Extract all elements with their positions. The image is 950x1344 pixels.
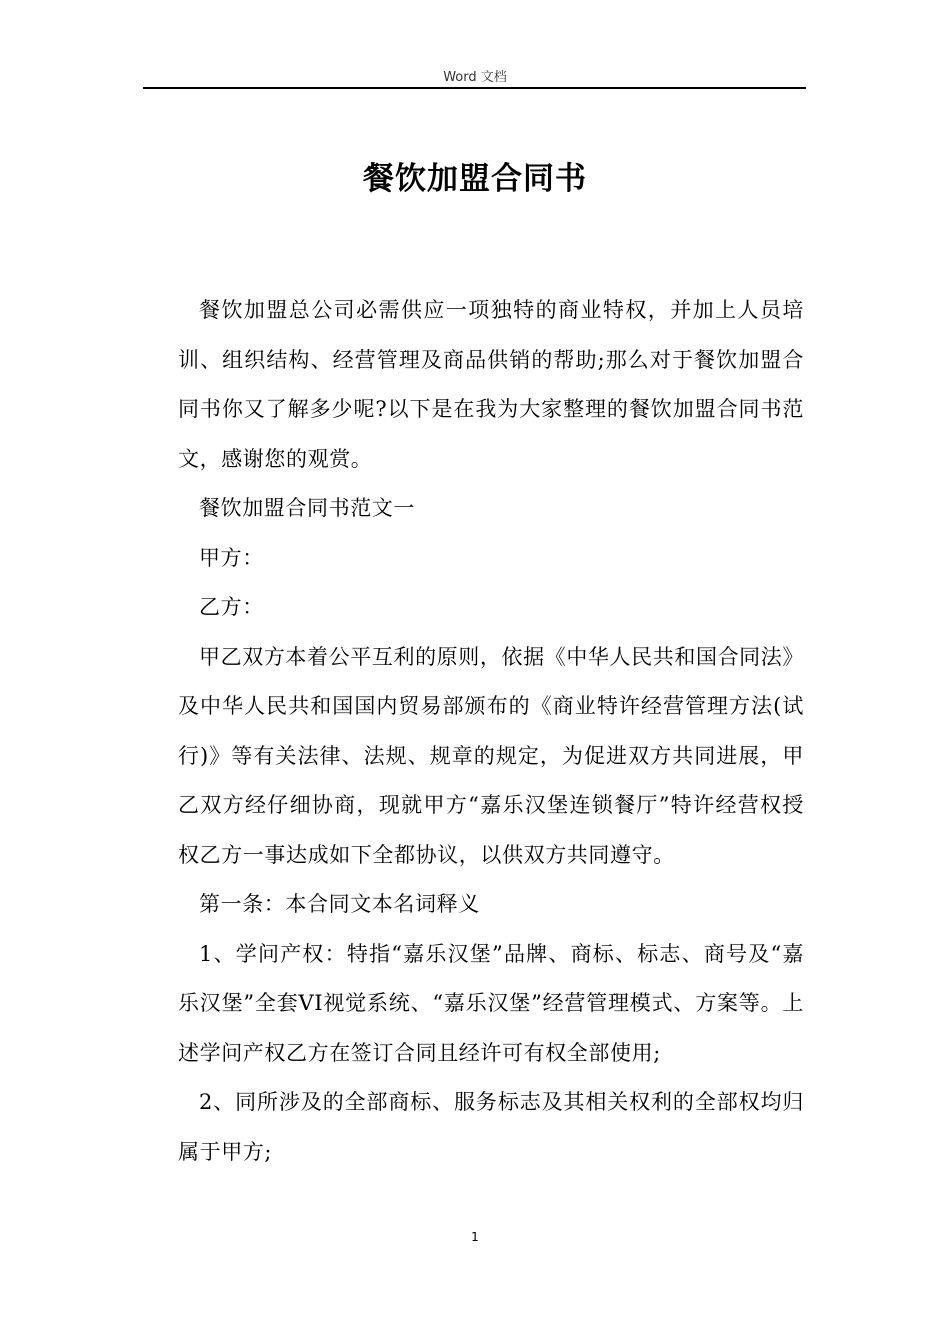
paragraph-preamble: 甲乙双方本着公平互利的原则，依据《中华人民共和国合同法》及中华人民共和国国内贸易部颁布的《商业特许经营管理方法(试行)》等有关法律、法规、规章的规定，为促进双方共同进展，甲乙双方经仔细协商，现就甲方“嘉乐汉堡连锁餐厅”特许经营权授权乙方一事达成如下全都协议，以供双方共同遵守。 <box>178 644 804 867</box>
paragraph-article-1-heading: 第一条：本合同文本名词释义 <box>199 892 480 916</box>
header-divider <box>143 87 806 89</box>
paragraph-sample-heading: 餐饮加盟合同书范文一 <box>199 496 415 520</box>
paragraph-clause-2: 2、同所涉及的全部商标、服务标志及其相关权利的全部权均归属于甲方; <box>178 1090 804 1164</box>
paragraph-party-b: 乙方： <box>199 595 264 619</box>
paragraph-intro: 餐饮加盟总公司必需供应一项独特的商业特权，并加上人员培训、组织结构、经营管理及商品供销的帮助;那么对于餐饮加盟合同书你又了解多少呢?以下是在我为大家整理的餐饮加盟合同书范文，感谢您的观赏。 <box>178 298 804 471</box>
paragraph-clause-1: 1、学问产权：特指“嘉乐汉堡”品牌、商标、标志、商号及“嘉乐汉堡”全套VI视觉系统、“嘉乐汉堡”经营管理模式、方案等。上述学问产权乙方在签订合同且经许可有权全部使用; <box>178 941 804 1065</box>
page-number: 1 <box>471 1230 479 1244</box>
document-title: 餐饮加盟合同书 <box>363 161 587 197</box>
paragraph-party-a: 甲方： <box>199 545 264 570</box>
document-body <box>178 286 804 1177</box>
page-header-label: Word 文档 <box>443 70 507 85</box>
